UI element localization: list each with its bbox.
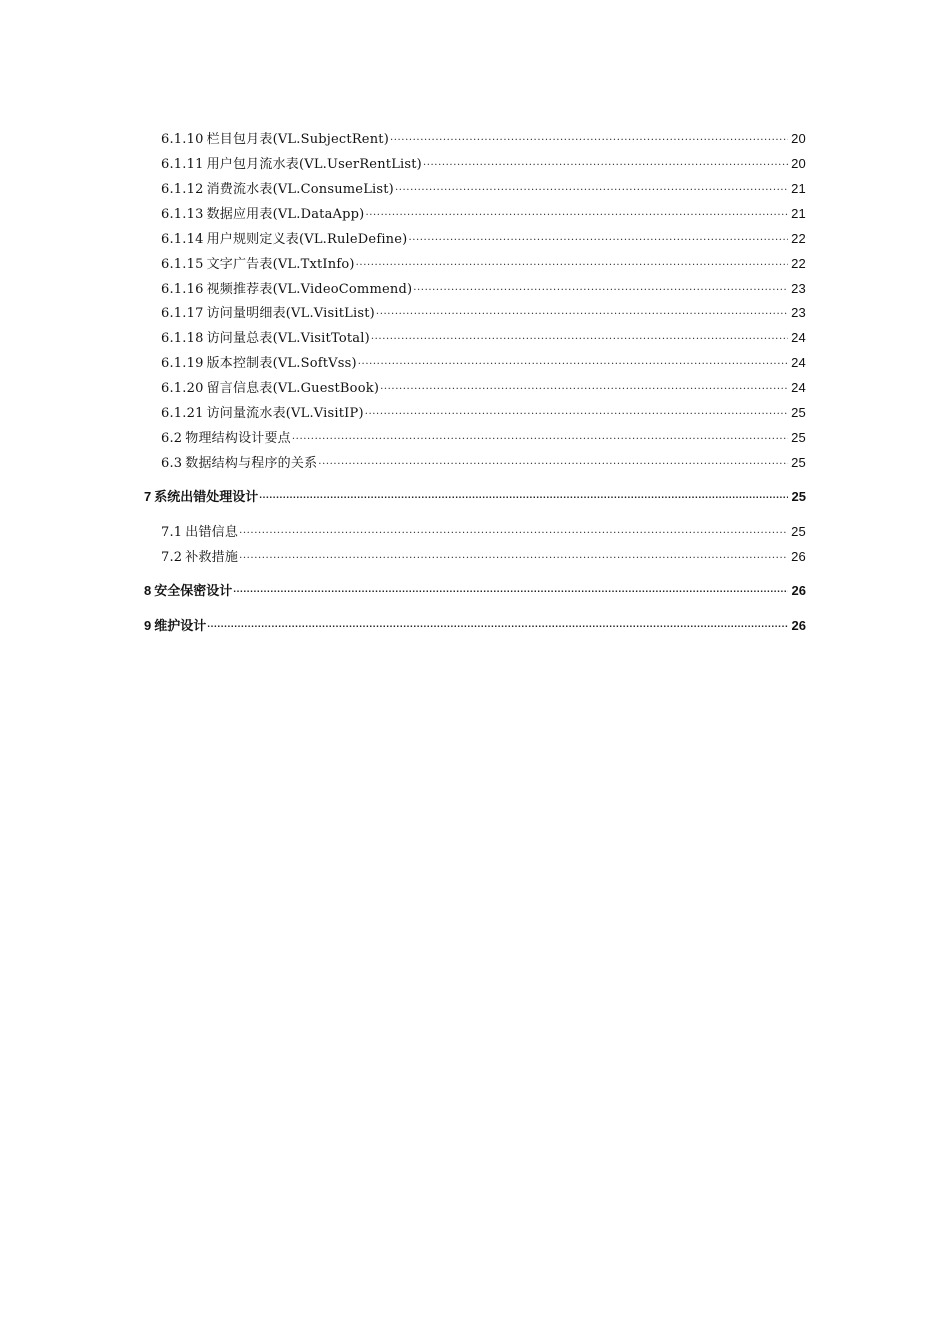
toc-entry-7-2[interactable] xyxy=(161,546,806,565)
toc-entry-6-2[interactable] xyxy=(161,427,806,446)
toc-dot-leader xyxy=(423,155,788,168)
toc-entry-number: 6.3 xyxy=(161,456,183,471)
toc-entry-page: 22 xyxy=(791,231,806,246)
toc-entry-page: 21 xyxy=(791,181,806,196)
toc-dot-leader xyxy=(259,488,788,501)
toc-dot-leader xyxy=(239,548,788,561)
toc-entry-6-1-13[interactable] xyxy=(161,203,806,222)
toc-entry-title: 视频推荐表(VL.VideoCommend) xyxy=(206,282,413,297)
toc-entry-page: 24 xyxy=(791,380,806,395)
toc-entry-7[interactable] xyxy=(144,486,806,505)
toc-dot-leader xyxy=(233,582,788,595)
toc-entry-9[interactable] xyxy=(144,615,806,634)
toc-dot-leader xyxy=(207,617,788,630)
toc-entry-8[interactable] xyxy=(144,580,806,599)
toc-entry-page: 24 xyxy=(791,355,806,370)
toc-dot-leader xyxy=(408,230,788,243)
toc-dot-leader xyxy=(390,130,788,143)
toc-entry-title: 消费流水表(VL.ConsumeList) xyxy=(206,182,394,197)
toc-entry-page: 20 xyxy=(791,131,806,146)
toc-entry-number: 6.1.10 xyxy=(161,132,204,147)
toc-entry-page: 25 xyxy=(791,455,806,470)
toc-entry-6-1-17[interactable] xyxy=(161,302,806,321)
toc-entry-title: 访问量明细表(VL.VisitList) xyxy=(206,306,375,321)
toc-entry-number: 7.2 xyxy=(161,550,183,565)
toc-entry-page: 23 xyxy=(791,281,806,296)
toc-entry-number: 6.1.12 xyxy=(161,182,204,197)
toc-dot-leader xyxy=(371,329,788,342)
toc-entry-page: 22 xyxy=(791,256,806,271)
toc-entry-page: 26 xyxy=(791,583,806,598)
toc-entry-title: 数据结构与程序的关系 xyxy=(185,456,318,471)
toc-entry-page: 26 xyxy=(791,549,806,564)
toc-entry-title: 留言信息表(VL.GuestBook) xyxy=(206,381,380,396)
toc-entry-number: 6.2 xyxy=(161,431,183,446)
toc-dot-leader xyxy=(395,180,788,193)
toc-dot-leader xyxy=(292,429,788,442)
toc-dot-leader xyxy=(413,280,788,293)
toc-entry-title: 物理结构设计要点 xyxy=(185,431,291,446)
toc-entry-page: 24 xyxy=(791,330,806,345)
toc-entry-number: 6.1.11 xyxy=(161,157,204,172)
toc-entry-page: 23 xyxy=(791,305,806,320)
toc-entry-title: 用户包月流水表(VL.UserRentList) xyxy=(206,157,422,172)
toc-entry-number: 7 xyxy=(144,489,152,504)
toc-entry-6-1-21[interactable] xyxy=(161,402,806,421)
toc-entry-number: 6.1.15 xyxy=(161,257,204,272)
toc-entry-title: 用户规则定义表(VL.RuleDefine) xyxy=(206,232,408,247)
toc-entry-title: 安全保密设计 xyxy=(154,583,233,598)
toc-entry-6-1-14[interactable] xyxy=(161,228,806,247)
toc-entry-number: 6.1.21 xyxy=(161,406,204,421)
toc-entry-6-1-10[interactable] xyxy=(161,128,806,147)
toc-entry-number: 6.1.18 xyxy=(161,331,204,346)
toc-entry-title: 栏目包月表(VL.SubjectRent) xyxy=(206,132,389,147)
toc-entry-page: 21 xyxy=(791,206,806,221)
toc-entry-6-1-18[interactable] xyxy=(161,327,806,346)
toc-entry-title: 版本控制表(VL.SoftVss) xyxy=(206,356,357,371)
toc-dot-leader xyxy=(358,354,788,367)
toc-entry-number: 9 xyxy=(144,618,152,633)
toc-dot-leader xyxy=(318,454,788,467)
toc-entry-page: 25 xyxy=(791,405,806,420)
toc-entry-6-1-15[interactable] xyxy=(161,253,806,272)
toc-entry-title: 维护设计 xyxy=(154,618,207,633)
toc-entry-title: 数据应用表(VL.DataApp) xyxy=(206,207,365,222)
toc-entry-number: 6.1.17 xyxy=(161,306,204,321)
toc-entry-title: 出错信息 xyxy=(185,525,239,540)
toc-entry-number: 6.1.13 xyxy=(161,207,204,222)
toc-entry-page: 25 xyxy=(791,524,806,539)
toc-entry-number: 6.1.20 xyxy=(161,381,204,396)
toc-entry-title: 访问量总表(VL.VisitTotal) xyxy=(206,331,370,346)
toc-entry-number: 6.1.16 xyxy=(161,282,204,297)
toc-dot-leader xyxy=(365,205,788,218)
toc-entry-6-1-20[interactable] xyxy=(161,377,806,396)
toc-entry-number: 8 xyxy=(144,583,152,598)
toc-entry-title: 访问量流水表(VL.VisitIP) xyxy=(206,406,364,421)
toc-dot-leader xyxy=(356,255,788,268)
toc-entry-6-1-16[interactable] xyxy=(161,278,806,297)
toc-entry-6-1-11[interactable] xyxy=(161,153,806,172)
toc-entry-page: 26 xyxy=(791,618,806,633)
toc-entry-6-1-12[interactable] xyxy=(161,178,806,197)
toc-entry-title: 补救措施 xyxy=(185,550,239,565)
toc-entry-number: 7.1 xyxy=(161,525,183,540)
toc-entry-page: 20 xyxy=(791,156,806,171)
toc-dot-leader xyxy=(239,523,788,536)
toc-entry-title: 系统出错处理设计 xyxy=(154,489,259,504)
toc-entry-6-1-19[interactable] xyxy=(161,352,806,371)
toc-entry-7-1[interactable] xyxy=(161,521,806,540)
toc-dot-leader xyxy=(365,404,788,417)
toc-entry-title: 文字广告表(VL.TxtInfo) xyxy=(206,257,355,272)
toc-entry-page: 25 xyxy=(791,489,806,504)
toc-entry-page: 25 xyxy=(791,430,806,445)
toc-entry-number: 6.1.14 xyxy=(161,232,204,247)
toc-entry-number: 6.1.19 xyxy=(161,356,204,371)
toc-entry-6-3[interactable] xyxy=(161,452,806,471)
toc-dot-leader xyxy=(376,304,788,317)
toc-dot-leader xyxy=(380,379,788,392)
